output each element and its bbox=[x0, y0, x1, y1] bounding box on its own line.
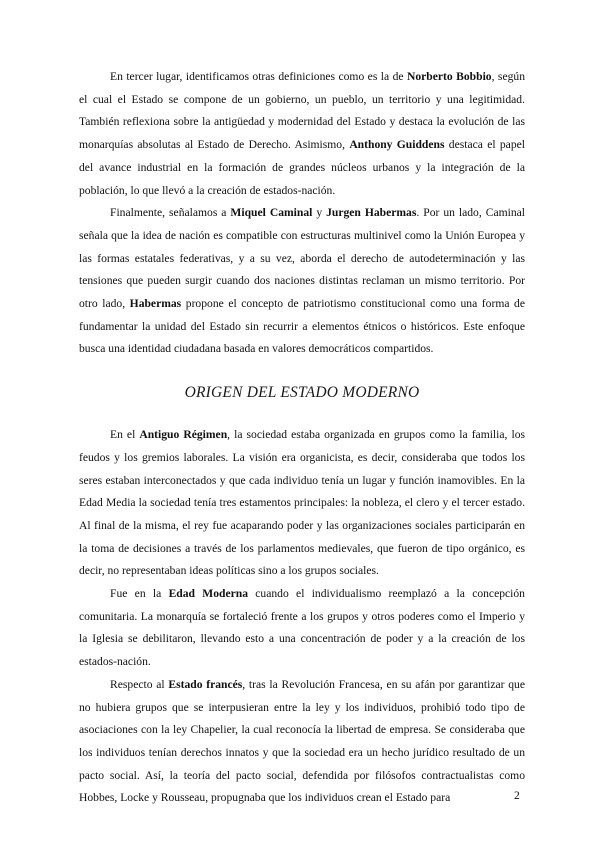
paragraph-text: , la sociedad estaba organizada en grupos como la familia, los feudos y los gremios laborales. La visión era organicista, es decir, consideraba que todos los seres estaban interconectados y que cada individuo tenía un lugar y función inamovibles. En la Edad Media la sociedad tenía tres estamentos principales: la nobleza, el clero y el tercer estado. Al final de la misma, el rey fue acaparando poder y las organizaciones sociales participarán en la toma de decisiones a través de los parlamentos medievales, que fueron de tipo orgánico, es decir, no representaban ideas políticas sino a los grupos sociales. bbox=[79, 428, 526, 578]
page-body bbox=[79, 66, 525, 810]
paragraph-estado-frances bbox=[79, 674, 525, 810]
paragraph-caminal-habermas bbox=[79, 202, 525, 361]
paragraph-text: Finalmente, señalamos a bbox=[110, 206, 231, 220]
paragraph-text: , según el cual el Estado se compone de un gobierno, un pueblo, un territorio y una legitimidad. También reflexiona sobre la antigüedad y modernidad del Estado y destaca la evolución de las monarquías absolutas al Estado de Derecho. Asimismo, bbox=[79, 70, 525, 152]
paragraph-text: , tras la Revolución Francesa, en su afán por garantizar que no hubiera grupos que se interpusieran entre la ley y los individuos, prohibió todo tipo de asociaciones con la ley Chapelier, la cual reconocía la libertad de empresa. Se consideraba que los individuos tenían derechos innatos y que la sociedad era un hecho jurídico resultado de un pacto social. Así, la teoría del pacto social, defendida por filósofos contractualistas como Hobbes, Locke y Rousseau, propugnaba que los individuos crean el Estado para bbox=[79, 677, 525, 805]
author-name-habermas-2: Habermas bbox=[129, 297, 182, 311]
paragraph-text: Fue en la bbox=[110, 587, 169, 601]
section-heading: ORIGEN DEL ESTADO MODERNO bbox=[184, 384, 420, 402]
paragraph-text: Respecto al bbox=[110, 677, 169, 691]
author-name-caminal: Miquel Caminal bbox=[230, 206, 313, 220]
paragraph-text: cuando el individualismo reemplazó a la concepción comunitaria. La monarquía se fortaleció frente a los grupos y otros poderes como el Imperio y la Iglesia se debilitaron, llevando esto a una concentración de poder y a la creación de los estados-nación. bbox=[79, 587, 525, 669]
paragraph-text: En el bbox=[110, 428, 140, 442]
author-name-bobbio: Norberto Bobbio bbox=[406, 70, 492, 83]
page-number: 2 bbox=[514, 790, 520, 802]
term-edad-moderna: Edad Moderna bbox=[168, 587, 248, 601]
paragraph-text: destaca el papel del avance industrial en la formación de grandes núcleos urbanos y la integración de la población, lo que llevó a la creación de estados-nación. bbox=[79, 138, 525, 197]
paragraph-text: propone el concepto de patriotismo constitucional como una forma de fundamentar la unidad del Estado sin recurrir a elementos étnicos o históricos. Este enfoque busca una identidad ciudadana basada en valores democráticos compartidos. bbox=[79, 297, 525, 356]
term-antiguo-regimen: Antiguo Régimen bbox=[139, 428, 228, 442]
author-name-habermas: Jurgen Habermas bbox=[326, 206, 417, 220]
author-name-guiddens: Anthony Guiddens bbox=[349, 138, 445, 152]
paragraph-text: En tercer lugar, identificamos otras definiciones como es la de bbox=[110, 70, 407, 83]
paragraph-edad-moderna bbox=[79, 583, 525, 674]
paragraph-text: y bbox=[312, 206, 327, 220]
paragraph-text: . Por un lado, Caminal señala que la idea de nación es compatible con estructuras multinivel como la Unión Europea y las formas estatales federativas, y a su vez, aborda el derecho de autodeterminación y las tensiones que pueden surgir cuando dos naciones distintas reclaman un mismo territorio. Por otro lado, bbox=[79, 206, 526, 311]
paragraph-definitions bbox=[79, 66, 525, 202]
term-estado-frances: Estado francés bbox=[168, 677, 243, 691]
paragraph-antiguo-regimen bbox=[79, 424, 525, 583]
